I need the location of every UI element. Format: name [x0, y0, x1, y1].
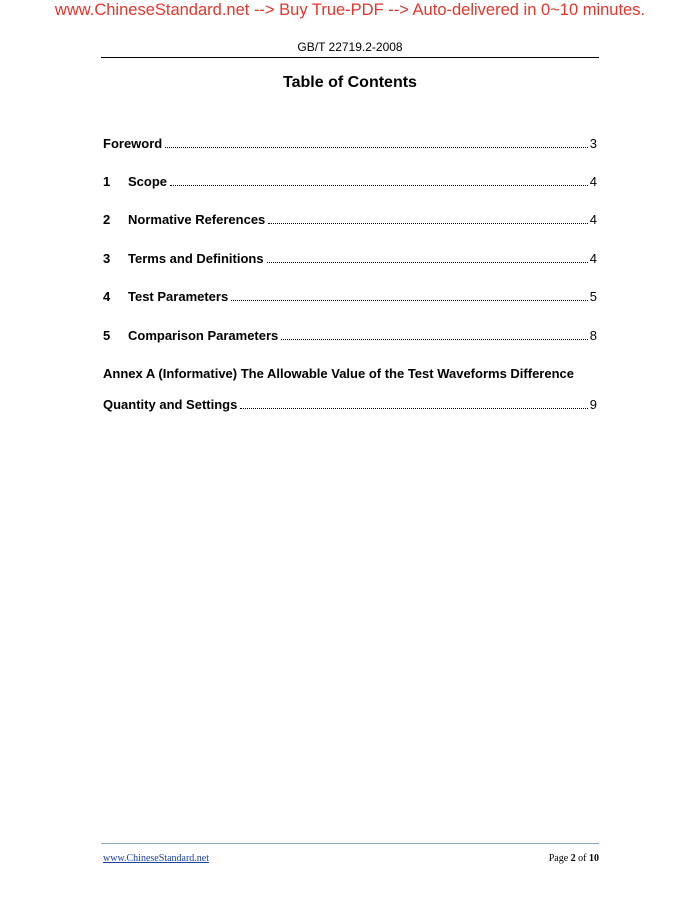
toc-dot-leader	[170, 175, 588, 186]
toc-entry-page: 5	[589, 289, 597, 304]
toc-entry-annex-a[interactable]	[103, 397, 597, 413]
page-title: Table of Contents	[283, 74, 417, 91]
toc-entry-number: 3	[103, 251, 111, 266]
page-current: 2	[570, 853, 576, 864]
toc-dot-leader	[240, 398, 587, 409]
toc-entry-number: 1	[103, 174, 111, 189]
toc-entry-label: Quantity and Settings	[103, 397, 238, 412]
toc-entry-page: 8	[589, 328, 597, 343]
toc-entry-normative-references[interactable]	[103, 212, 597, 228]
toc-dot-leader	[281, 329, 587, 340]
toc-dot-leader	[231, 290, 588, 301]
promo-banner-link[interactable]: www.ChineseStandard.net --> Buy True-PDF --> Auto-delivered in 0~10 minutes.	[54, 1, 646, 19]
footer-divider	[101, 843, 599, 844]
toc-dot-leader	[267, 252, 588, 263]
toc-dot-leader	[268, 213, 587, 224]
footer-website-link[interactable]: www.ChineseStandard.net	[103, 853, 209, 864]
toc-entry-number: 2	[103, 212, 111, 227]
toc-entry-label: Scope	[128, 174, 168, 189]
toc-entry-page: 3	[589, 136, 597, 151]
toc-entry-label: Normative References	[128, 212, 266, 227]
toc-entry-page: 9	[589, 397, 597, 412]
header-divider	[101, 57, 599, 58]
toc-entry-label: Foreword	[103, 136, 163, 151]
toc-entry-test-parameters[interactable]	[103, 289, 597, 305]
toc-entry-annex-a-title[interactable]: Annex A (Informative) The Allowable Value of the Test Waveforms Difference	[103, 366, 574, 381]
page-total: 10	[589, 853, 599, 864]
document-id-header: GB/T 22719.2-2008	[297, 40, 403, 54]
toc-entry-label: Comparison Parameters	[128, 328, 279, 343]
toc-entry-comparison-parameters[interactable]	[103, 328, 597, 344]
page-of: of	[578, 853, 587, 864]
toc-entry-terms-and-definitions[interactable]	[103, 251, 597, 267]
toc-entry-number: 5	[103, 328, 111, 343]
toc-entry-foreword[interactable]	[103, 136, 597, 152]
toc-entry-label: Terms and Definitions	[128, 251, 264, 266]
page-prefix: Page	[548, 853, 569, 864]
toc-entry-scope[interactable]	[103, 174, 597, 190]
toc-entry-page: 4	[589, 212, 597, 227]
page-number	[549, 853, 599, 865]
toc-entry-number: 4	[103, 289, 111, 304]
toc-entry-page: 4	[589, 174, 597, 189]
toc-entry-label: Test Parameters	[128, 289, 229, 304]
toc-dot-leader	[165, 137, 588, 148]
toc-entry-page: 4	[589, 251, 597, 266]
